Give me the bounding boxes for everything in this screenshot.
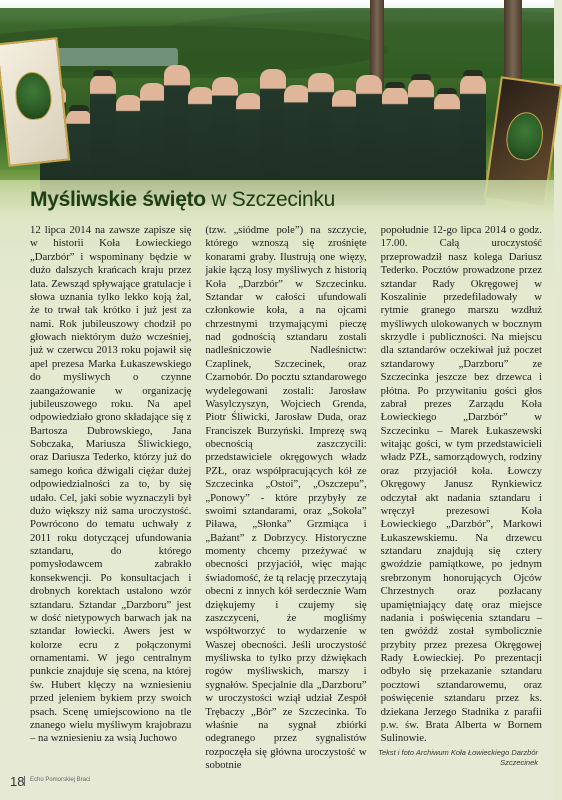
group-photo [0,0,554,200]
photo-credit: Tekst i foto Archiwum Koła Łowieckiego Darzbór Szczecinek [378,748,538,767]
article-column-1 [30,224,191,764]
column-text: popołudnie 12-go lipca 2014 o godz. 17.00. Całą uroczystość przeprowadził nasz kolega Dariusz Tederko. Pocztów prowadzone przez sztandar Rady Okręgowej w Koszalinie przedefiladowały w rytmie granego marszu wzdłuż myśliwych ulokowanych w bocznym skrzydle i publiczności. Na miejscu dla sztandarów oczekiwał już poczet sztandarowy „Darzboru” ze Szczecinka jeszcze bez drzewca i płótna. Po przywitaniu gości głos zabrał prezes Zarządu Koła Łowieckiego „Darzbór” w Szczecinku – Marek Łukaszewski witając gości, w tym przedstawicieli władz PZŁ, samorządowych, rodziny oraz przyjaciół koła. Łowczy Okręgowy Janusz Rynkiewicz odczytał akt nadania sztandaru i wręczył prezesowi Koła Łowieckiego „Darzbór”, Markowi Łukaszewskiemu. Na drzewcu sztandaru znajdują się cztery gwoździe pamiątkowe, po jednym srebrzonym honorujących Ojców Chrzestnych oraz pozłacany upamiętniający datę oraz miejsce nadania i poświęcenia sztandaru – ten gwóźdź został symbolicznie przybity przez prezesa Okręgowej Rady Łowieckiej. Po prezentacji odbyło się przekazanie sztandaru pocztowi sztandarowemu, oraz poświęcenie sztandaru przez ks. dziekana Jerzego Stadnika z parafii p.w. św. Brata Alberta w Bornem Sulinowie. [380,224,542,745]
article-title-bold: Myśliwskie święto [30,188,206,211]
banner-emblem [13,70,54,122]
article-title-rest: w Szczecinku [205,188,335,211]
article-column-3 [381,224,542,764]
article-body [30,224,542,771]
hunters-group [30,30,510,205]
article-title [30,188,540,220]
publication-name: Echo Pomorskiej Braci [30,777,91,783]
column-text: (tzw. „siódme pole”) na szczycie, którego wznoszą się zrośnięte konarami graby. Ilustrują one więzy, jakie łączą losy myśliwych z historią Koła „Darzbór” w Szczecinku. Sztandar w całości ufundowali członkowie koła, a na ojcami chrzestnymi trzymającymi pieczę nad godnością sztandaru zostali nadleśniczowie Nadleśnictw: Czaplinek, Szczecinek, oraz Czarnobór. Do pocztu sztandarowego wydelegowani zostali: Jarosław Wasylczyszyn, Wojciech Grenda, Piotr Śliwicki, Jarosław Duda, oraz Franciszek Burzyński. Imprezę swą obecnością zaszczycili: przedstawiciele okręgowych władz PZŁ, oraz współpracujących kół ze Szczecinka „Ostoi”, „Oszczepu”, „Ponowy” - które przybyły ze swoimi sztandarami, oraz „Sokoła” Piława, „Słonka” Grzmiąca i „Bażant” z Dobrzycy. Historyczne momenty chcemy przeżywać w obecności przyjaciół, więc mając świadomość, że tą relację przeczytają obecni z innych kół serdecznie Wam dziękujemy i czujemy się zaszczyceni, że mogliśmy współtworzyć to wydarzenie w Waszej obecności. Jeśli uroczystość myśliwska to tylko przy dźwiękach rogów myśliwskich, marszy i sygnałów. Specjalnie dla „Darzboru” w uroczystości wziął udział Zespół Trębaczy „Bór” ze Szczecinka. To właśnie na sygnał zbiórki odegranego przez sygnalistów rozpoczęła się główna uroczystość w sobotnie [205,224,367,771]
column-text: 12 lipca 2014 na zawsze zapisze się w historii Koła Łowieckiego „Darzbór” i wspominany będzie w dużo dalszych krańcach kraju przez lata. Zewsząd spływające gratulacje i słowa uznania tylko lekko koją żal, że to trwał tak krótko i już jest za nami. Rok jubileuszowy chodził po głowach niektórym dużo wcześniej, już w czerwcu 2013 roku pojawił się apel prezesa Marka Łukaszewskiego do myśliwych o czynne zaangażowanie w organizację jubileuszowego roku. Na apel odpowiedziało grono składające się z Bartosza Dubrowskiego, Jana Sobczaka, Mariusza Śliwickiego, oraz Dariusza Tederko, którzy już do samego końca dźwigali ciężar dużej odpowiedzialności za to, by się udało. Cel, jaki sobie wyznaczyli był dużo większy niż sama uroczystość. Powrócono do tematu uchwały z 2011 roku dotyczącej ufundowania sztandaru, do którego pomysłodawcem zabrakło konsekwencji. Po konsultacjach i drobnych korektach ustalono wzór sztandaru. Sztandar „Darzboru” jest w dość nietypowych barwach jak na sztandar łowiecki. Awers jest w kolorze ecru z połączonymi ornamentami. W jego centralnym punkcie znajduje się scena, na której św. Hubert klęczy na wzniesieniu przed jeleniem bykiem przy swoich psach. Scenę umiejscowiono na tle znanego wielu myśliwym krajobrazu – na wzniesieniu za wsią Juchowo [30,224,192,745]
banner-emblem [504,110,546,163]
footer-divider [24,776,25,786]
page-number: 18 [10,774,25,789]
page-footer [10,774,310,788]
article-column-2 [205,224,367,771]
